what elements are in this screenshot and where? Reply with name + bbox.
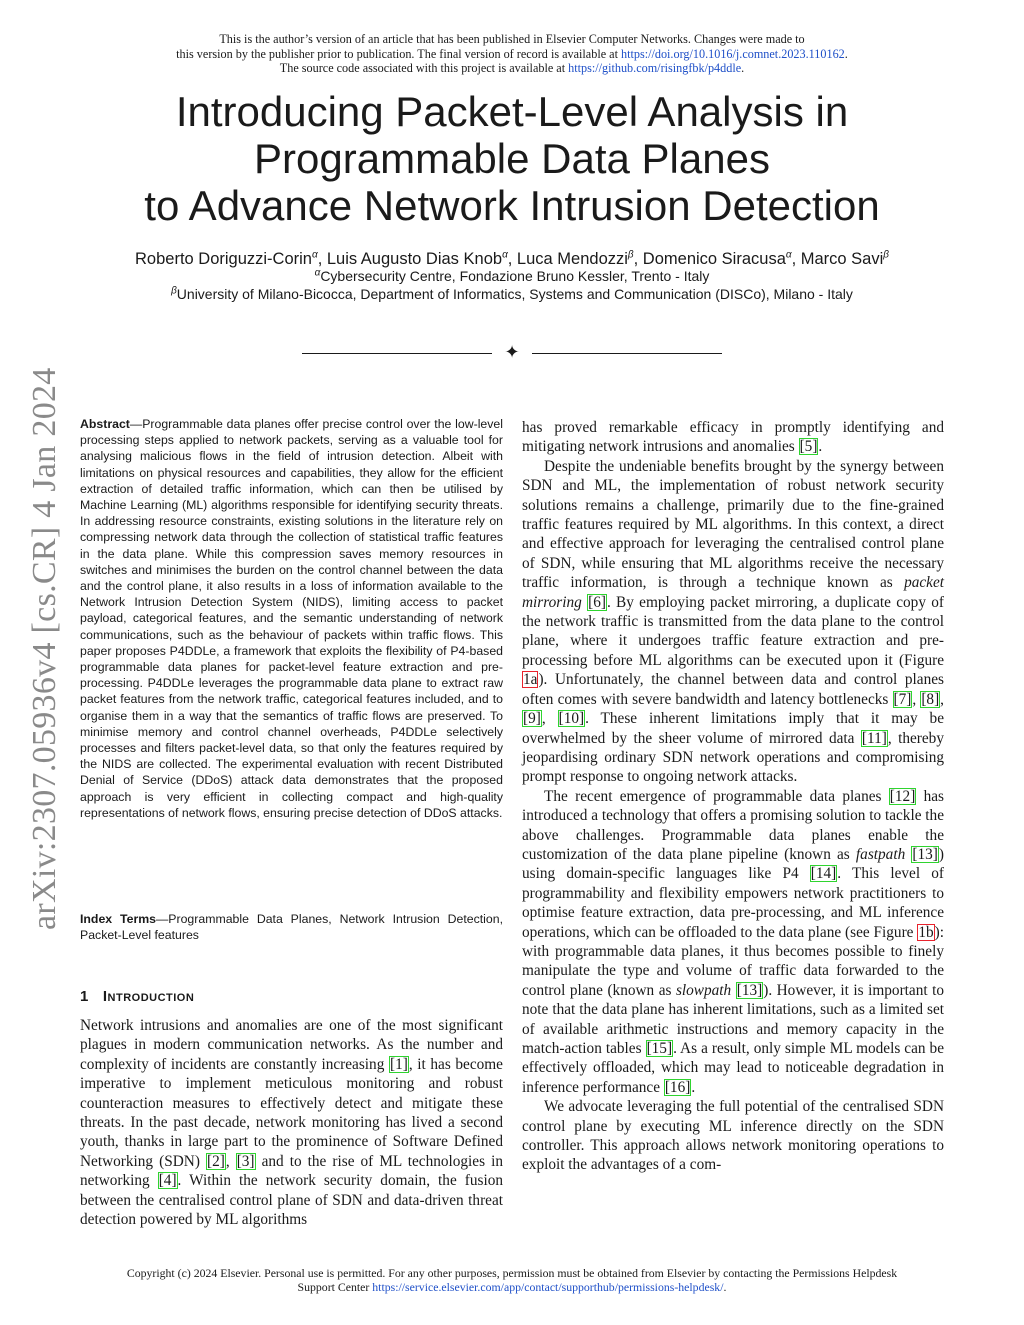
- citation-link[interactable]: [13]: [736, 981, 763, 999]
- source-code-link[interactable]: https://github.com/risingfbk/p4ddle: [568, 61, 742, 75]
- section-divider: [302, 342, 722, 365]
- body-text: and to the rise of ML technologies in networking: [80, 1152, 504, 1190]
- author-name: , Domenico Siracusa: [633, 250, 786, 268]
- body-text: The recent emergence of programmable data planes: [544, 787, 889, 805]
- paragraph: [522, 457, 944, 787]
- body-text: .: [818, 438, 823, 456]
- author-name: , Luca Mendozzi: [507, 250, 628, 268]
- citation-link[interactable]: [8]: [921, 690, 940, 708]
- paragraph: [522, 418, 944, 457]
- affiliation-mark: α: [311, 249, 318, 261]
- copyright-punct: .: [723, 1280, 727, 1294]
- abstract-text: —Programmable data planes offer precise control over the low-level processing steps applied to network packets, serving as a valuable tool for analysing malicious flows in the field of intrusion detection. Albeit with limitations on physical resources and capabilities, they allow for the efficient extraction of detailed traffic information, which can then be utilised by Machine Learning (ML) algorithms responsible for identifying security threats. In addressing resource constraints, existing solutions in the literature rely on compressing network data through the collection of statistical traffic features in the data plane. While this compression saves memory resources in switches and minimises the burden on the control channel between the data and the control plane, it also results in a loss of information available to the Network Intrusion Detection System (NIDS), limiting access to packet payload, categorical features, and the semantic understanding of network communications, such as the behaviour of packets within traffic flows. This paper proposes P4DDLe, a framework that exploits the flexibility of P4-based programmable data planes for packet-level feature extraction and pre-processing. P4DDLe leverages the programmable data plane to extract raw packet features from the network traffic, categorical features included, and to organise them in a way that the semantics of traffic flows are preserved. To minimise memory and control channel overheads, P4DDLe selectively processes and filters packet-level data, so that only the features required by the NIDS are collected. The experimental evaluation with recent Distributed Denial of Service (DDoS) attack data demonstrates that the proposed approach is very efficient in collecting compact and high-quality representations of network flows, ensuring precise detection of DDoS attacks.: [80, 417, 503, 820]
- notice-line-3: [0, 61, 1024, 76]
- notice-punct: .: [741, 61, 745, 75]
- body-text: ): with programmable data planes, it thus becomes possible to finely manipulate the type and volume of traffic data forwarded to the control plane (known as: [522, 923, 944, 999]
- affiliation-alpha: [0, 268, 1024, 285]
- citation-link[interactable]: [13]: [912, 845, 938, 863]
- body-text: , thereby jeopardising ordinary SDN network operations and compromising prompt response to ongoing network attacks.: [522, 729, 944, 786]
- author-name: Roberto Doriguzzi-Corin: [135, 250, 312, 268]
- citation-link[interactable]: [7]: [893, 690, 912, 708]
- emphasis: fastpath: [855, 845, 906, 863]
- body-text: . Within the network security domain, the fusion between the centralised control plane of SDN and data-driven threat detection powered by ML algorithms: [80, 1172, 503, 1229]
- body-text: We advocate leveraging the full potential of the centralised SDN control plane by executing ML inference directly on the SDN controller. This approach allows network monitoring operations to exploit the advantages of a com-: [522, 1098, 944, 1174]
- citation-link[interactable]: [12]: [889, 787, 916, 805]
- citation-link[interactable]: [11]: [861, 729, 887, 747]
- body-text: ) using domain-specific languages like P4: [522, 845, 944, 883]
- arxiv-stamp: arXiv:2307.05936v4 [cs.CR] 4 Jan 2024: [26, 367, 63, 930]
- body-text: ,: [912, 690, 921, 708]
- notice-text: The source code associated with this project is available at: [279, 61, 569, 75]
- affiliation-mark: β: [171, 285, 177, 297]
- copyright-text: Support Center: [297, 1280, 373, 1294]
- body-text: . This level of programmability and flexibility empowers network practitioners to optimise feature extraction, data pre-processing, and ML inference operations, which can be offloaded to the data plane (see Figure: [522, 865, 944, 941]
- body-text: ). However, it is important to note that the data plane has inherent limitations, such as a limited set of available arithmetic instructions and memory capacity in the match-action tables: [522, 981, 945, 1057]
- affiliation-beta: [0, 286, 1024, 303]
- body-text: .: [691, 1078, 696, 1096]
- emphasis: slowpath: [675, 981, 732, 999]
- publication-notice: [0, 32, 1024, 76]
- affiliation-mark: α: [785, 249, 792, 261]
- copyright-line-1: Copyright (c) 2024 Elsevier. Personal use is permitted. For any other purposes, permission must be obtained from Elsevier by contacting the Permissions Helpdesk: [126, 1266, 898, 1280]
- permissions-helpdesk-link[interactable]: https://service.elsevier.com/app/contact/supporthub/permissions-helpdesk/: [372, 1280, 724, 1294]
- citation-link[interactable]: [10]: [558, 710, 585, 728]
- author-name: , Luis Augusto Dias Knob: [317, 250, 503, 268]
- citation-link[interactable]: [15]: [646, 1040, 673, 1057]
- body-text: has proved remarkable efficacy in promptly identifying and mitigating network intrusions and anomalies: [522, 419, 944, 456]
- section-number: 1: [80, 988, 89, 1005]
- author-name: , Marco Savi: [791, 250, 884, 268]
- divider-line-right: [532, 353, 722, 354]
- body-text: ,: [225, 1152, 236, 1170]
- body-text: . By employing packet mirroring, a duplicate copy of the network traffic is transmitted from the data plane to the control plane, where it undergoes traffic feature extraction and pre-processing before ML algorithms can be executed upon it (Figure: [522, 593, 944, 669]
- divider-star-icon: ✦: [504, 342, 520, 362]
- notice-line-2: [0, 47, 1024, 62]
- citation-link[interactable]: [2]: [206, 1152, 225, 1170]
- figure-link[interactable]: 1b: [918, 923, 934, 941]
- author-list: [0, 250, 1024, 269]
- citation-link[interactable]: [4]: [158, 1172, 177, 1190]
- figure-link[interactable]: 1a: [523, 671, 538, 689]
- divider-line-left: [302, 353, 492, 354]
- copyright-line-2: [0, 1280, 1024, 1294]
- affiliation-mark: β: [627, 249, 634, 261]
- body-text: . These inherent limitations imply that it may be overwhelmed by the sheer volume of mirrored data: [522, 710, 944, 747]
- citation-link[interactable]: [3]: [236, 1152, 255, 1170]
- paragraph: [80, 1016, 503, 1229]
- paper-title: [0, 88, 1024, 229]
- body-text: has introduced a technology that offers a promising solution to tackle the above challenges. Programmable data planes enable the customization of the data plane pipeline (known as: [522, 787, 945, 863]
- intro-right-column: [522, 418, 944, 1175]
- affiliation-mark: α: [502, 249, 508, 261]
- paragraph: [522, 787, 944, 1098]
- notice-punct: .: [844, 46, 848, 61]
- body-text: . As a result, only simple ML models can be effectively offloaded, which may lead to noticeable degradation in inference performance: [522, 1040, 944, 1096]
- paragraph: [522, 1097, 944, 1175]
- copyright-notice: [0, 1266, 1024, 1294]
- title-line-1: Introducing Packet-Level Analysis in: [175, 88, 849, 135]
- title-line-2: Programmable Data Planes: [254, 135, 770, 182]
- citation-link[interactable]: [9]: [523, 710, 541, 728]
- body-text: ,: [940, 690, 944, 708]
- body-text: Network intrusions and anomalies are one of the most significant plagues in modern communication networks. As the number and complexity of incidents are constantly increasing: [80, 1017, 503, 1073]
- section-title: Introduction: [102, 988, 195, 1005]
- body-text: ). Unfortunately, the channel between data and control planes often comes with severe bandwidth and latency bottlenecks: [522, 671, 944, 708]
- index-terms: [80, 911, 503, 943]
- abstract: [80, 416, 503, 821]
- abstract-label: Abstract: [80, 417, 130, 431]
- doi-link[interactable]: https://doi.org/10.1016/j.comnet.2023.110162: [621, 46, 845, 61]
- body-text: ,: [541, 710, 558, 728]
- affiliation-text: University of Milano-Bicocca, Department of Informatics, Systems and Communication (DISCo), Milano - Italy: [176, 286, 853, 302]
- citation-link[interactable]: [5]: [799, 438, 818, 456]
- index-terms-text: —Programmable Data Planes, Network Intrusion Detection, Packet-Level features: [80, 912, 503, 943]
- citation-link[interactable]: [16]: [664, 1078, 691, 1096]
- body-text: , it has become imperative to implement meticulous monitoring and robust counteraction measures to effectively detect and mitigate these threats. In the past decade, network monitoring has lived a second youth, thanks in large part to the prominence of Software Defined Networking (SDN): [80, 1055, 503, 1170]
- intro-left-column: [80, 1016, 503, 1229]
- affiliation-text: Cybersecurity Centre, Fondazione Bruno Kessler, Trento - Italy: [320, 268, 710, 284]
- citation-link[interactable]: [1]: [389, 1055, 408, 1073]
- affiliation-mark: α: [314, 267, 321, 279]
- affiliation-mark: β: [883, 249, 889, 261]
- section-heading: [80, 988, 503, 1005]
- index-terms-label: Index Terms: [80, 912, 156, 926]
- citation-link[interactable]: [14]: [810, 865, 837, 883]
- citation-link[interactable]: [6]: [588, 593, 606, 611]
- emphasis: packet mirroring: [522, 574, 944, 611]
- body-text: Despite the undeniable benefits brought by the synergy between SDN and ML, the implementation of robust network security solutions remains a challenge, primarily due to the fine-grained traffic features required by ML algorithms. In this context, a direct and effective approach for leveraging the centralised control plane of SDN, while ensuring that ML algorithms receive the necessary traffic information, is through a technique known as: [522, 457, 944, 592]
- notice-line-1: This is the author’s version of an article that has been published in Elsevier Computer Networks. Changes were made to: [219, 32, 805, 46]
- title-line-3: to Advance Network Intrusion Detection: [144, 182, 880, 229]
- notice-text: this version by the publisher prior to publication. The final version of record is available at: [176, 46, 621, 61]
